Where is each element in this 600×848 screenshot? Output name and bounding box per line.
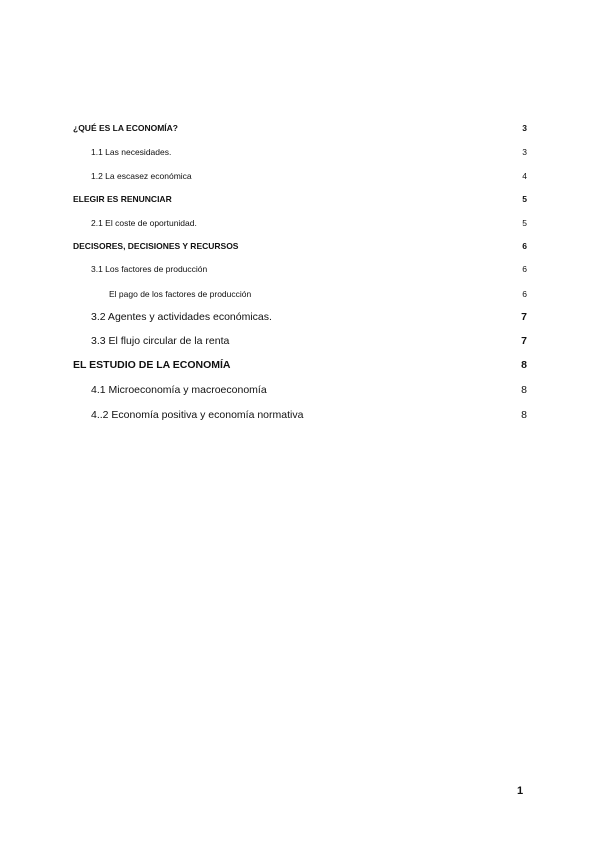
toc-entry-title: 1.2 La escasez económica [91,171,192,181]
toc-entry[interactable] [0,241,527,251]
toc-entry-title: 4.1 Microeconomía y macroeconomía [91,384,267,396]
toc-entry[interactable] [0,384,527,396]
toc-entry-page: 3 [522,123,527,133]
toc-entry-title: 1.1 Las necesidades. [91,147,172,157]
toc-entry-title: EL ESTUDIO DE LA ECONOMÍA [73,359,231,371]
toc-entry-page: 7 [521,311,527,323]
toc-entry-page: 5 [522,218,527,228]
toc-entry-page: 8 [521,384,527,396]
toc-entry[interactable] [0,359,527,371]
toc-entry-title: El pago de los factores de producción [109,289,252,299]
toc-entry-title: ¿QUÉ ES LA ECONOMÍA? [73,123,178,133]
toc-entry[interactable] [0,289,527,299]
toc-entry-title: 3.2 Agentes y actividades económicas. [91,311,272,323]
toc-entry-page: 8 [521,359,527,371]
toc-entry-page: 6 [522,241,527,251]
toc-entry-page: 5 [522,194,527,204]
toc-entry-page: 6 [522,264,527,274]
toc-entry[interactable] [0,311,527,323]
toc-entry[interactable] [0,171,527,181]
toc-entry-page: 4 [522,171,527,181]
toc-entry-title: 3.3 El flujo circular de la renta [91,335,230,347]
toc-entry[interactable] [0,147,527,157]
toc-entry-page: 7 [521,335,527,347]
toc-entry[interactable] [0,123,527,133]
toc-entry[interactable] [0,264,527,274]
toc-entry-page: 8 [521,409,527,421]
toc-entry-page: 6 [522,289,527,299]
toc-entry[interactable] [0,335,527,347]
toc-entry[interactable] [0,194,527,204]
toc-entry[interactable] [0,218,527,228]
toc-entry-title: 2.1 El coste de oportunidad. [91,218,197,228]
toc-entry-title: 4..2 Economía positiva y economía normativa [91,409,304,421]
toc-entry-title: ELEGIR ES RENUNCIAR [73,194,172,204]
page-number: 1 [517,785,524,797]
toc-entry[interactable] [0,409,527,421]
toc-entry-title: 3.1 Los factores de producción [91,264,208,274]
toc-entry-page: 3 [522,147,527,157]
toc-entry-title: DECISORES, DECISIONES Y RECURSOS [73,241,239,251]
